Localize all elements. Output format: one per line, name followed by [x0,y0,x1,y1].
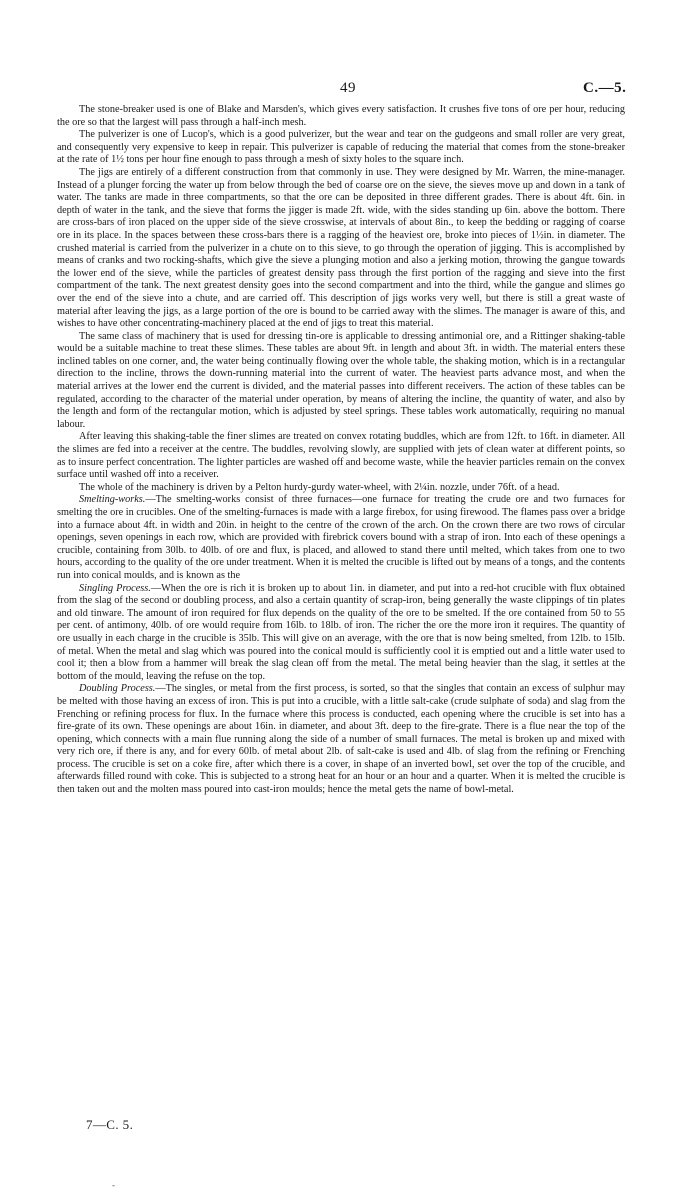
paragraph-buddles: After leaving this shaking-table the finer slimes are treated on convex rotating buddles, which are from 12ft. to 16ft. in diameter. All the slimes are fed into a receiver at the centre. The buddles, revolving slowly, are supplied with jets of clean water at different points, so as to insure perfect concentration. The lighter particles are washed off and become waste, while the heavier particles remain on the convex surface until washed off into a receiver. [57,431,625,481]
paragraph-jigs: The jigs are entirely of a different construction from that commonly in use. They were designed by Mr. Warren, the mine-manager. Instead of a plunger forcing the water up from below through the bed of coarse ore on the sieve, the sieves move up and down in a tank of water. The tanks are made in three compartments, so that the ore can be deposited in three different grades. There is about 4ft. 6in. in depth of water in the tank, and the sieve that forms the jigger is made 2ft. wide, with the sides standing up 6in. above the bottom. There are cross-bars of iron placed on the upper side of the sieve crosswise, at intervals of about 8in., to keep the bedding or ragging of coarse ore in its place. In the spaces between these cross-bars there is a ragging of the heaviest ore, broke into pieces of 1½in. in diameter. The crushed material is carried from the pulverizer in a chute on to this sieve, to go through the operation of jigging. This is accomplished by means of cranks and two rocking-shafts, which give the sieve a plunging motion and also a jerking motion, throwing the gangue towards the lower end of the sieve, while the particles of greatest density pass through the first portion of the ragging and sieve into the first compartment of the tank. The next greatest density goes into the second compartment and into the third, while the gangue and slimes go over the end of the sieve into a chute, and are carried off. This description of jigs works very well, but there is still a great waste of material after leaving the jigs, as a large portion of the ore is bound to be carried away with the slimes. The manager is aware of this, and wishes to have other concentrating-machinery placed at the end of jigs to treat this material. [57,166,625,330]
document-reference: C.—5. [583,80,627,96]
stray-print-mark: - [112,1180,115,1190]
paragraph-shaking-table: The same class of machinery that is used for dressing tin-ore is applicable to dressing antimonial ore, and a Rittinger shaking-table would be a suitable machine to treat these slimes. These tables are about 9ft. in length and about 3ft. in width. The material enters these inclined tables on one corner, and, the water being continually flowing over the whole table, the shaking motion, which is in a rectangular direction to the incline, throws the down-running material into the current of water. The heaviest parts advance most, and when the material arrives at the lower end the current is divided, and the material passes into different receivers. The action of these tables can be regulated, according to the character of the material under operation, by means of altering the incline, the quantity of water, and also by the length and form of the rectangular motion, which is adjusted by steel springs. These tables work automatically, requiring no manual labour. [57,330,625,430]
paragraph-water-wheel: The whole of the machinery is driven by a Pelton hurdy-gurdy water-wheel, with 2¼in. nozzle, under 76ft. of a head. [79,481,560,493]
paragraph-smelting-works: Smelting-works.—The smelting-works consist of three furnaces—one furnace for treating the crude ore and two furnaces for smelting the ore in crucibles. One of the smelting-furnaces is made with a large firebox, for using firewood. The flames pass over a bridge into a furnace about 4ft. in width and 20in. in height to the centre of the crown of the arch. On the crown there are two rows of circular openings, seven openings in each row, which are provided with firebrick covers bound with a strap of iron. Into each of these openings a crucible, containing from 30lb. to 40lb. of ore and flux, is placed, and allowed to stand there until melted, which takes from one to two hours, according to the quality of the ore under treatment. When it is melted the crucible is lifted out by means of a tongs, and the contents run into conical moulds, and is known as the [57,494,625,581]
paragraph-pulverizer: The pulverizer is one of Lucop's, which is a good pulverizer, but the wear and tear on the gudgeons and small roller are very great, and consequently very expensive to keep in repair. This pulverizer is capable of reducing the material that comes from the stone-breaker at the rate of 1½ tons per hour fine enough to pass through a mesh of sixty holes to the square inch. [57,129,625,166]
page-number: 49 [340,80,356,96]
paragraph-stone-breaker: The stone-breaker used is one of Blake and Marsden's, which gives every satisfaction. It crushes five tons of ore per hour, reducing the ore so that the largest will pass through a half-inch mesh. [57,104,625,128]
paragraph-doubling-process: Doubling Process.—The singles, or metal from the first process, is sorted, so that the singles that contain an excess of sulphur may be melted with those having an excess of iron. This is put into a crucible, with a little salt-cake (crude sulphate of soda) and slag from the Frenching or refining process for flux. In the furnace where this process is conducted, each opening where the crucible is set into has a fire-grate of its own. These openings are about 16in. in diameter, and about 3ft. deep to the fire-grate. There is a flue near the top of the opening, which connects with a main flue running along the side of a number of small furnaces. The metal is broken up and mixed with very rich ore, if there is any, and for every 60lb. of metal about 2lb. of salt-cake is used and 4lb. of slag from the refining or Frenching process. The crucible is set on a coke fire, after which there is a cover, in shape of an inverted bowl, set over the top of the crucible, and afterwards filled round with coke. This is subjected to a strong heat for an hour or an hour and a quarter. When it is melted the crucible is then taken out and the molten mass poured into cast-iron moulds; hence the metal gets the name of bowl-metal. [57,683,625,796]
signature-reference: 7—C. 5. [86,1117,134,1132]
paragraph-singling-process: Singling Process.—When the ore is rich it is broken up to about 1in. in diameter, and put into a red-hot crucible with flux obtained from the slag of the second or doubling process, and also a certain quantity of scrap-iron, being generally the waste clippings of tin plates and old tinware. The amount of iron required for flux depends on the quality of the ore to be smelted. If the ore contained from 50 to 55 per cent. of antimony, 40lb. of ore would require from 16lb. to 18lb. of iron. The richer the ore the more iron it requires. The quantity of ore usually in each charge in the crucible is 35lb. This will give on an average, with the ore that is now being smelted, from 12lb. to 15lb. of metal. When the metal and slag which was poured into the conical mould is sufficiently cool it is emptied out and a little water used to cool it; then a blow from a hammer will break the slag clean off from the metal. The metal being heavier than the slag, it settles at the bottom of the mould, leaving the refuse on the top. [57,582,625,682]
body-text [57,104,625,797]
